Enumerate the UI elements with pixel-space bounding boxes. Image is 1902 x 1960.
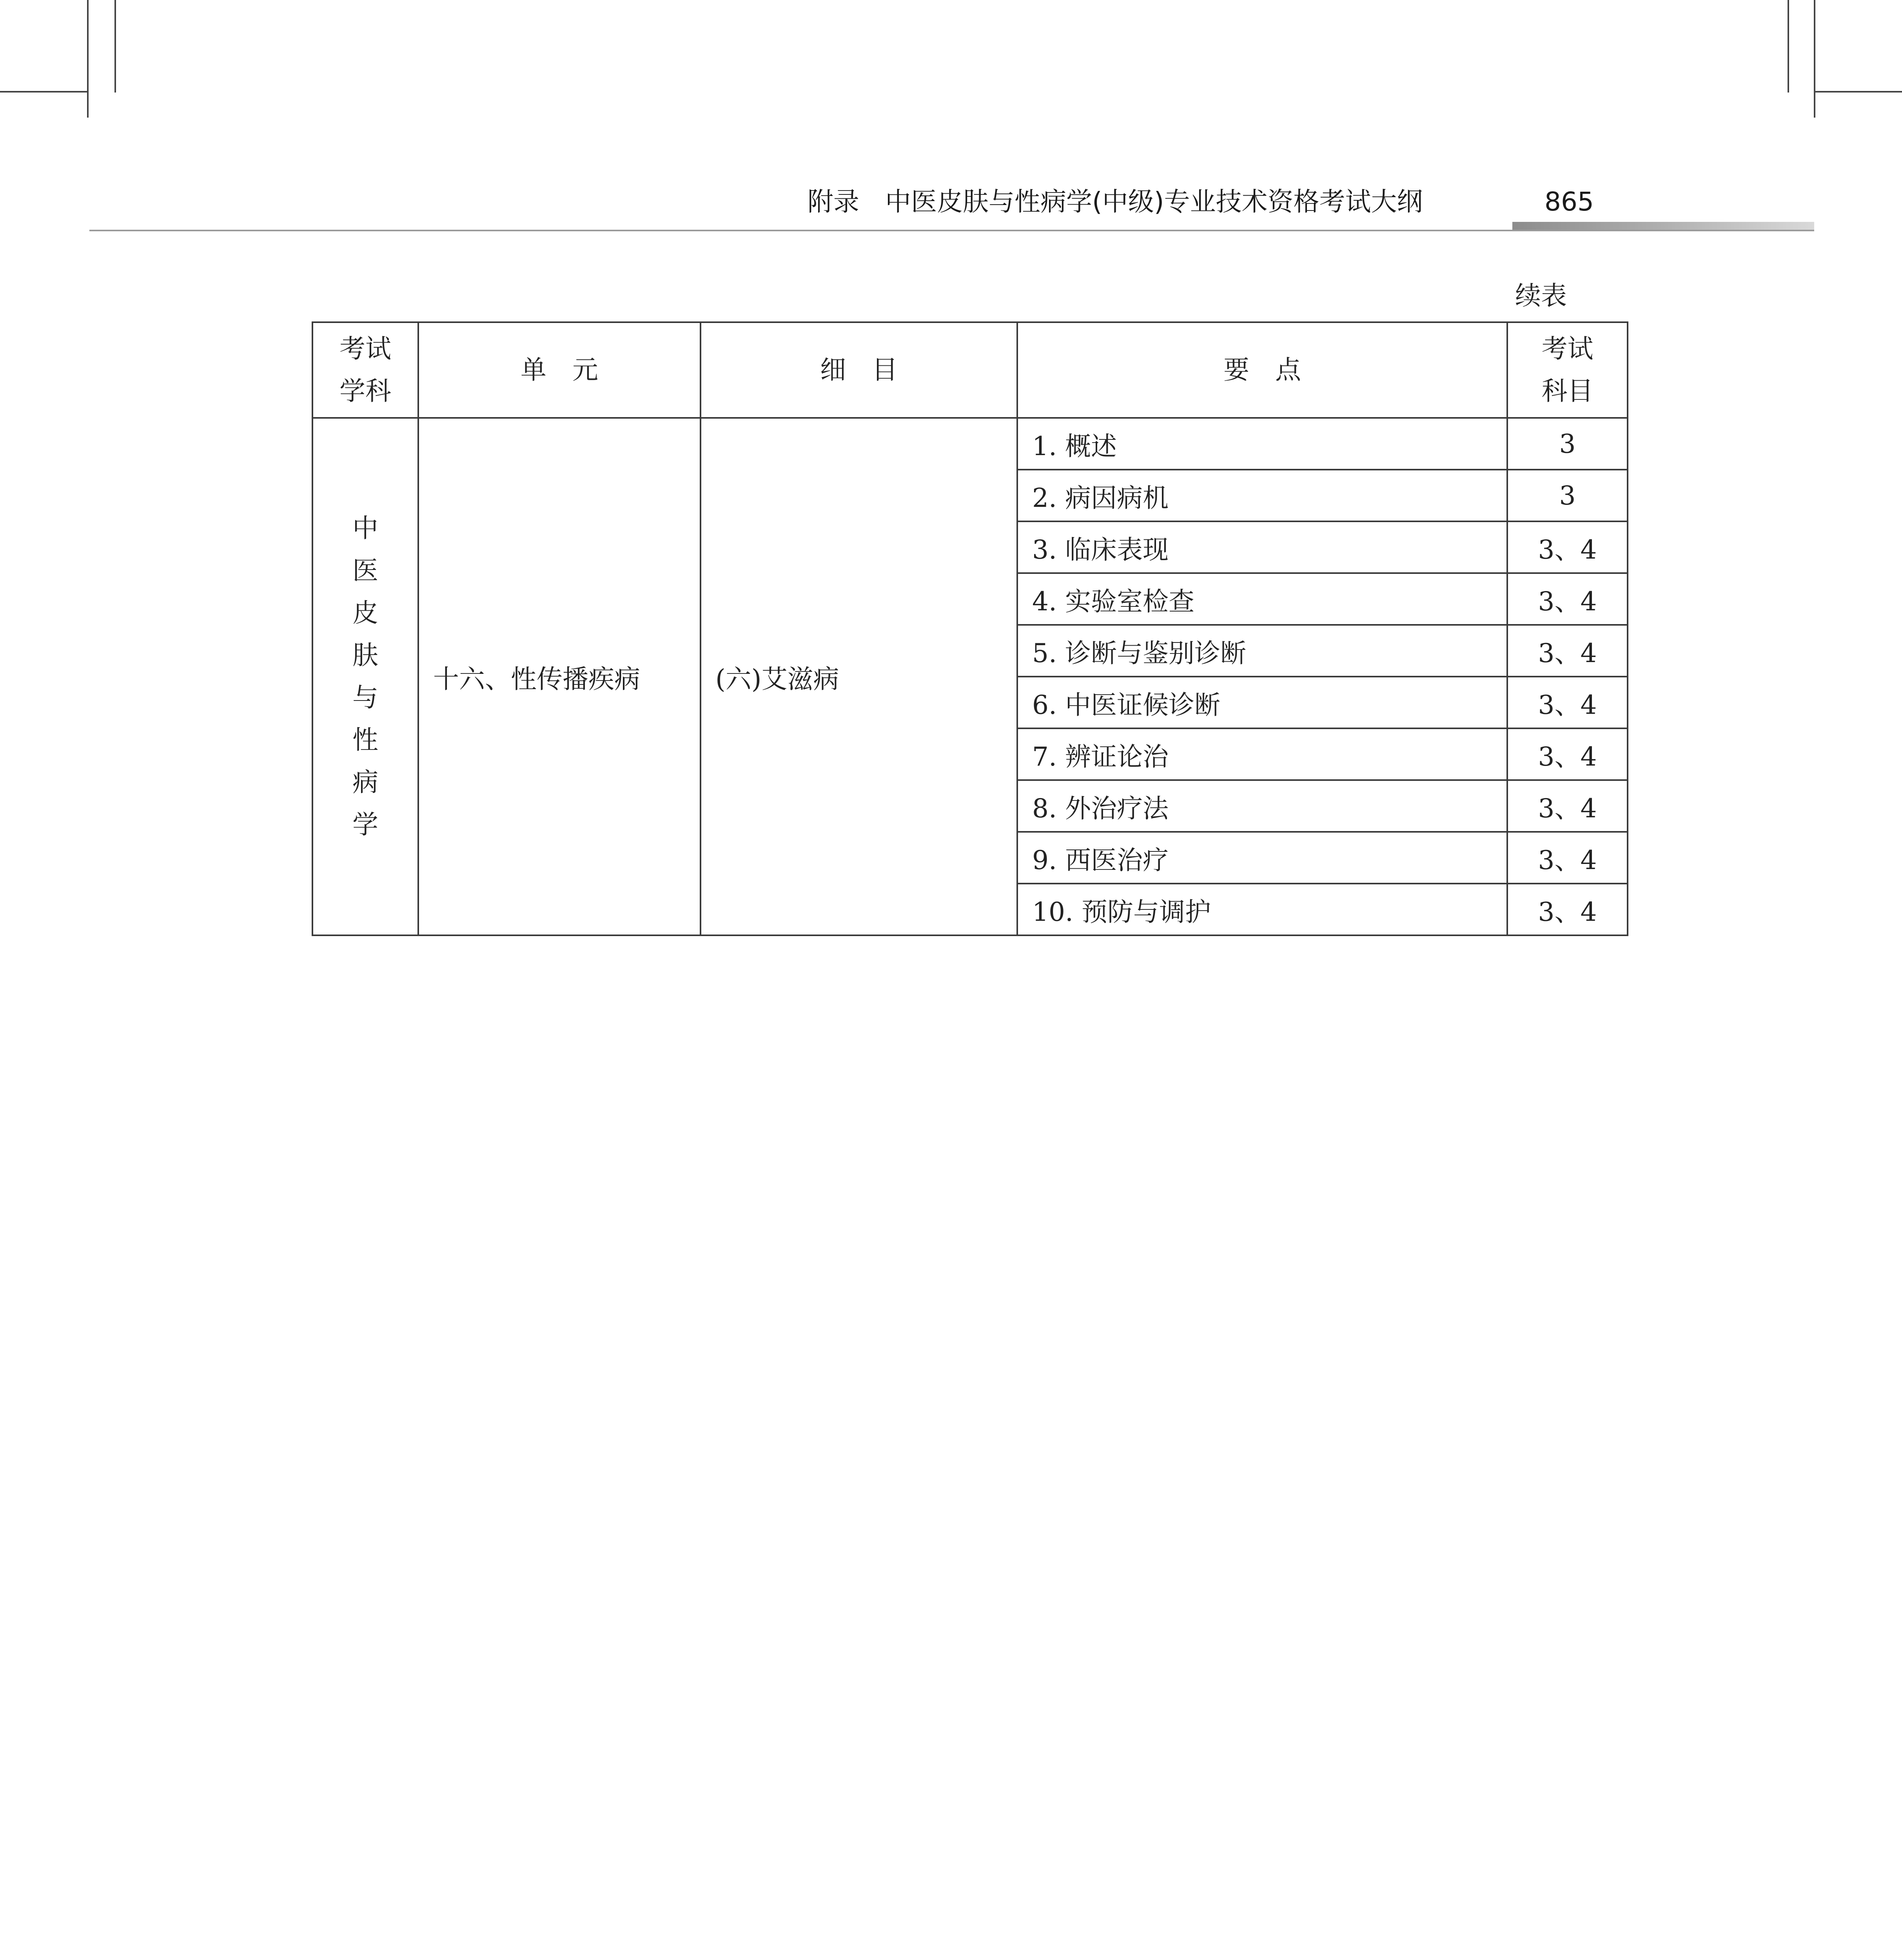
exam-code-cell: 3、4	[1507, 521, 1628, 573]
header-exam-code	[1507, 322, 1628, 418]
crop-mark	[1788, 0, 1789, 93]
table-row	[312, 418, 1628, 470]
header-accent-bar	[1512, 222, 1814, 230]
point-cell: 7. 辨证论治	[1017, 728, 1507, 780]
point-cell: 6. 中医证候诊断	[1017, 677, 1507, 728]
continued-label: 续表	[1515, 281, 1567, 311]
header-subject-label: 考试学科	[339, 334, 391, 406]
point-cell: 10. 预防与调护	[1017, 884, 1507, 935]
point-cell: 9. 西医治疗	[1017, 832, 1507, 884]
crop-mark	[1814, 91, 1902, 93]
header-exam-code-label: 考试科目	[1541, 334, 1593, 406]
crop-mark	[87, 0, 89, 118]
exam-code-cell: 3	[1507, 470, 1628, 521]
point-cell: 4. 实验室检查	[1017, 573, 1507, 625]
crop-mark	[114, 0, 116, 93]
header-subject	[312, 322, 418, 418]
exam-code-cell: 3	[1507, 418, 1628, 470]
exam-code-cell: 3、4	[1507, 884, 1628, 935]
exam-code-cell: 3、4	[1507, 780, 1628, 832]
unit-cell: 十六、性传播疾病	[418, 418, 701, 935]
exam-code-cell: 3、4	[1507, 625, 1628, 677]
exam-code-cell: 3、4	[1507, 677, 1628, 728]
header-item: 细 目	[701, 322, 1017, 418]
exam-code-cell: 3、4	[1507, 573, 1628, 625]
running-header-title: 附录 中医皮肤与性病学(中级)专业技术资格考试大纲	[808, 187, 1423, 217]
point-cell: 8. 外治疗法	[1017, 780, 1507, 832]
header-point: 要 点	[1017, 322, 1507, 418]
subject-label: 中医皮肤与性病学	[352, 513, 378, 840]
subject-cell	[312, 418, 418, 935]
point-cell: 2. 病因病机	[1017, 470, 1507, 521]
exam-code-cell: 3、4	[1507, 728, 1628, 780]
point-cell: 5. 诊断与鉴别诊断	[1017, 625, 1507, 677]
header-unit: 单 元	[418, 322, 701, 418]
point-cell: 3. 临床表现	[1017, 521, 1507, 573]
page-number: 865	[1544, 187, 1594, 217]
header-rule	[89, 230, 1814, 231]
item-cell: (六)艾滋病	[701, 418, 1017, 935]
syllabus-table	[312, 321, 1628, 936]
crop-mark	[1814, 0, 1815, 118]
crop-mark	[0, 91, 88, 93]
table-header-row	[312, 322, 1628, 418]
point-cell: 1. 概述	[1017, 418, 1507, 470]
exam-code-cell: 3、4	[1507, 832, 1628, 884]
